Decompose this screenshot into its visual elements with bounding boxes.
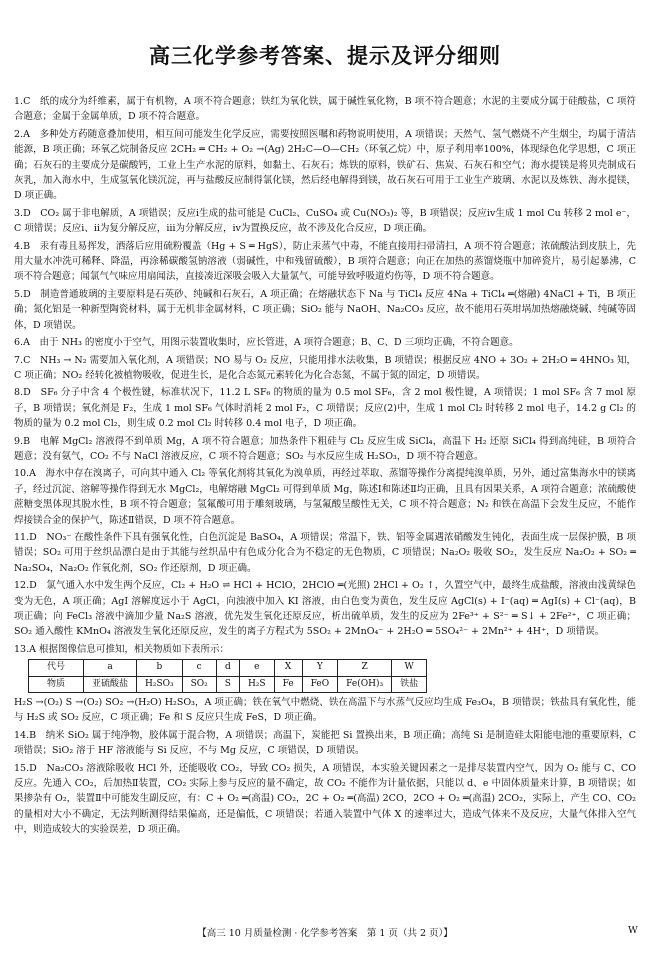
table-cell: b xyxy=(137,660,183,676)
question-number: 15.D xyxy=(14,762,37,774)
question-explanation: 由于 NH₃ 的密度小于空气，用图示装置收集时，应长管进，A 项符合题意；B、C、D 三项均正确，不符合题意。 xyxy=(39,337,519,349)
page-footer: 【高三 10 月质量检测 · 化学参考答案 第 1 页（共 2 页）】 xyxy=(197,928,453,939)
question-explanation: CO₂ 属于非电解质，A 项错误；反应ⅰ生成的盐可能是 CuCl₂、CuSO₄ 或 Cu(NO₃)₂ 等，B 项错误；反应ⅳ生成 1 mol Cu 转移 2 mol e⁻，C 项错误；反应ⅰ、ⅱ为复分解反应，ⅲ为分解反应，ⅳ为置换反应，故不涉及化合反应，D 项正确。 xyxy=(14,207,636,235)
question-explanation: 汞有毒且易挥发，洒落后应用硫粉覆盖（Hg + S ═ HgS），防止汞蒸气中毒，不能直接用扫帚清扫，A 项不符合题意；浓硫酸沾到皮肤上，先用大量水冲洗可稀释、降温，再涂稀碳酸氢钠溶液（弱碱性，中和残留硫酸），B 项符合题意；向正在加热的蒸馏烧瓶中加碎瓷片，易引起暴沸，C 项不符合题意；闻氯气气味应用扇闻法，直接凑近深吸会吸入大量氯气，可能导致呼吸道灼伤等，D 项不符合题意。 xyxy=(14,240,636,283)
question-number: 5.D xyxy=(14,288,31,300)
question-explanation: 多种处方药随意叠加使用，相互间可能发生化学反应，需要按照医嘱和药物说明使用，A 项错误；天然气、氢气燃烧不产生烟尘，均属于清洁能源，B 项正确；环氧乙烷制备反应 2CH₂ ═ CH₂ + O₂ →(Ag) 2H₂C—O—CH₂（环氧乙烷）中，原子利用率100%，体现绿色化学思想，C 项正确；石灰石的主要成分是碳酸钙，工业上生产水泥的原料，如黏土、石灰石；炼铁的原料，铁矿石、焦炭、石灰石和空气；海水提镁是将贝壳制成石灰乳，加入海水中，生成氢氧化镁沉淀，再与盐酸反应制得氯化镁，然后经电解得到镁，故石灰石可用于工业生产玻璃、水泥以及炼铁、海水提镁，D 项正确。 xyxy=(14,128,636,202)
question-number: 3.D xyxy=(14,207,31,219)
table-cell: SO₂ xyxy=(182,676,216,692)
question-explanation: NO₃⁻ 在酸性条件下具有强氧化性，白色沉淀是 BaSO₄，A 项错误；常温下，铁、铝等金属遇浓硝酸发生钝化，表面生成一层保护膜，B 项错误；SO₂ 可用于丝织品漂白是由于其能与丝织品中有色成分化合为不稳定的无色物质，C 项错误；Na₂O₂ 吸收 SO₂，发生反应 Na₂O₂ + SO₂ ═ Na₂SO₄，Na₂O₂ 作氧化剂，SO₂ 作还原剂，D 项正确。 xyxy=(14,531,636,574)
table-cell: 物质 xyxy=(29,676,84,692)
table-cell: d xyxy=(216,660,239,676)
question-number: 9.B xyxy=(14,435,31,447)
question-list xyxy=(14,94,636,640)
table-row-substance xyxy=(29,676,427,692)
question-number: 6.A xyxy=(14,337,30,349)
table-row-code xyxy=(29,660,427,676)
table-cell: Fe(OH)₃ xyxy=(338,676,392,692)
table-cell: 亚硫酸盐 xyxy=(84,676,137,692)
question-intro: 根据图像信息可推知，相关物质如下表所示： xyxy=(39,643,230,655)
question-explanation: Na₂CO₃ 溶液除吸收 HCl 外，还能吸收 CO₂，导致 CO₂ 损失，A 项错误，本实验关键因素之一是排尽装置内空气，因为 O₂ 能与 C、CO 反应。先通入 CO₂，后加热Ⅱ装置，CO₂ 实际上参与反应的量不确定，故 CO₂ 不能作为计量依据，只能以 d、e 中固体质量来计算，B 项错误；如果掺杂有 O₂，装置Ⅱ中可能发生副反应，有：C + O₂ ═(高温) CO₂，2C + O₂ ═(高温) 2CO，2CO + O₂ ═(高温) 2CO₂，实际上，产生 CO、CO₂ 的量相对大小不确定，无法判断测得结果偏高，还是偏低，C 项错误；若通入装置中气体 X 的速率过大，造成气体来不及反应，大量气体排入空气中，则造成较大的实验误差，D 项正确。 xyxy=(14,762,636,836)
question-number: 12.D xyxy=(14,580,37,592)
question-13 xyxy=(14,642,636,657)
question-number: 2.A xyxy=(14,128,30,140)
question-item xyxy=(14,239,636,285)
question-item xyxy=(14,94,636,125)
question-item xyxy=(14,353,636,384)
question-number: 1.C xyxy=(14,96,31,107)
question-item xyxy=(14,530,636,576)
table-cell: 铁盐 xyxy=(392,676,427,692)
question-explanation: 制造普通玻璃的主要原料是石英砂、纯碱和石灰石，A 项正确；在熔融状态下 Na 与 TiCl₄ 反应 4Na + TiCl₄ ═(熔融) 4NaCl + Ti，B 项正确；氮化铝是一种新型陶瓷材料，属于无机非金属材料，C 项正确；SiO₂ 能与 NaOH、Na₂CO₃ 反应，故不能用石英坩埚加热熔融烧碱、纯碱等固体，D 项错误。 xyxy=(14,288,636,331)
question-number: 10.A xyxy=(14,468,36,480)
question-item xyxy=(14,728,636,759)
question-explanation: NH₃ → N₂ 需要加入氧化剂，A 项错误；NO 易与 O₂ 反应，只能用排水法收集，B 项错误；根据反应 4NO + 3O₂ + 2H₂O ═ 4HNO₃ 知，C 项正确；NO₂ 经转化被植物吸收，促进生长，是化合态氮元素转化为化合态氮，不属于氮的固定，D 项错误。 xyxy=(14,354,636,381)
question-explanation: 氯气通入水中发生两个反应，Cl₂ + H₂O ⇌ HCl + HClO，2HClO ═(光照) 2HCl + O₂ ↑，久置空气中，最终生成盐酸，溶液由浅黄绿色变为无色，A 项正确；AgI 溶解度远小于 AgCl，向浊液中加入 KI 溶液，由白色变为黄色，发生反应 AgCl(s) + I⁻(aq) ═ AgI(s) + Cl⁻(aq)，B 项正确；向 FeCl₃ 溶液中滴加少量 Na₂S 溶液，优先发生氧化还原反应，析出硫单质，发生的反应为 2Fe³⁺ + S²⁻ ═ S↓ + 2Fe²⁺，C 项正确；SO₂ 通入酸性 KMnO₄ 溶液发生氧化还原反应，发生的离子方程式为 5SO₂ + 2MnO₄⁻ + 2H₂O ═ 5SO₄²⁻ + 2Mn²⁺ + 4H⁺，D 项错误。 xyxy=(14,580,636,638)
question-explanation: 海水中存在溴离子，可向其中通入 Cl₂ 等氧化剂将其氧化为溴单质，再经过萃取、蒸馏等操作分离提纯溴单质，另外，通过富集海水中的镁离子，经过沉淀、溶解等操作得到无水 MgCl₂，电解熔融 MgCl₂ 可得到单质 Mg，陈述Ⅰ和陈述Ⅱ均正确，且具有因果关系，A 项符合题意；浓硫酸使蔗糖变黑体现其脱水性，B 项不符合题意；氢氟酸可用于雕刻玻璃，与氢氟酸呈酸性无关，C 项不符合题意；N₂ 和铁在高温下会发生反应，不能作焊接镁合金的保护气，陈述Ⅱ错误，D 项不符合题意。 xyxy=(14,468,636,526)
question-explanation: SF₆ 分子中含 4 个极性键，标准状况下，11.2 L SF₆ 的物质的量为 0.5 mol SF₆，含 2 mol 极性键，A 项错误；1 mol SF₆ 含 7 mol 原子，B 项错误；氧化剂是 F₂，生成 1 mol SF₆ 气体时消耗 2 mol F₂，C 项错误；反应(2)中，生成 1 mol Cl₂ 时转移 2 mol 电子，14.2 g Cl₂ 的物质的量为 0.2 mol Cl₂，则生成 0.2 mol Cl₂ 时转移 0.4 mol 电子，D 项正确。 xyxy=(14,387,636,430)
page-code: W xyxy=(628,925,638,936)
question-explanation: 电解 MgCl₂ 溶液得不到单质 Mg，A 项不符合题意；加热条件下粗硅与 Cl₂ 反应生成 SiCl₄，高温下 H₂ 还原 SiCl₄ 得到高纯硅，B 项符合题意；没有氨气，CO₂ 不与 NaCl 溶液反应，C 项不符合题意；SO₂ 与水反应生成 H₂SO₃，D 项不符合题意。 xyxy=(14,435,636,462)
question-item xyxy=(14,578,636,640)
question-item xyxy=(14,206,636,237)
table-cell: Fe xyxy=(274,676,302,692)
table-cell: S xyxy=(216,676,239,692)
table-cell: W xyxy=(392,660,427,676)
question-number: 7.C xyxy=(14,354,31,366)
table-cell: Z xyxy=(338,660,392,676)
table-cell: e xyxy=(239,660,274,676)
question-explanation: 纸的成分为纤维素，属于有机物，A 项不符合题意；铁红为氧化铁，属于碱性氧化物，B 项不符合题意；水泥的主要成分属于硅酸盐，C 项符合题意；金属于金属单质，D 项不符合题意。 xyxy=(14,96,636,123)
question-item xyxy=(14,385,636,431)
substance-table xyxy=(28,659,427,693)
table-cell: FeO xyxy=(302,676,337,692)
question-13-explanation: H₂S →(O₂) S →(O₂) SO₂ →(H₂O) H₂SO₃，A 项正确；铁在氧气中燃烧、铁在高温下与水蒸气反应均生成 Fe₃O₄，B 项错误；铁盐具有氧化性，能与 H₂S 或 SO₂ 反应，C 项正确；Fe 和 S 反应只生成 FeS，D 项正确。 xyxy=(14,697,636,724)
question-list-2 xyxy=(14,728,636,838)
table-cell: 代号 xyxy=(29,660,84,676)
question-item xyxy=(14,761,636,838)
question-item xyxy=(14,287,636,333)
question-number: 11.D xyxy=(14,531,37,543)
question-number: 8.D xyxy=(14,387,31,399)
table-cell: H₂SO₃ xyxy=(137,676,183,692)
question-number: 13.A xyxy=(14,643,36,655)
table-cell: H₂S xyxy=(239,676,274,692)
table-cell: X xyxy=(274,660,302,676)
table-cell: Y xyxy=(302,660,337,676)
question-explanation: 纳米 SiO₂ 属于纯净物，胶体属于混合物，A 项错误；高温下，炭能把 Si 置换出来，B 项正确；高纯 Si 是制造硅太阳能电池的重要原料，C 项错误；SiO₂ 溶于 HF 溶液能与 Si 反应，不与 Mg 反应，C 项错误，D 项错误。 xyxy=(14,729,636,757)
question-number: 4.B xyxy=(14,240,31,252)
question-item xyxy=(14,335,636,350)
table-cell: c xyxy=(182,660,216,676)
question-item xyxy=(14,127,636,204)
question-item xyxy=(14,434,636,465)
page-title: 高三化学参考答案、提示及评分细则 xyxy=(149,44,501,68)
table-cell: a xyxy=(84,660,137,676)
question-number: 14.B xyxy=(14,729,37,741)
question-item xyxy=(14,466,636,528)
answer-body xyxy=(14,94,636,840)
